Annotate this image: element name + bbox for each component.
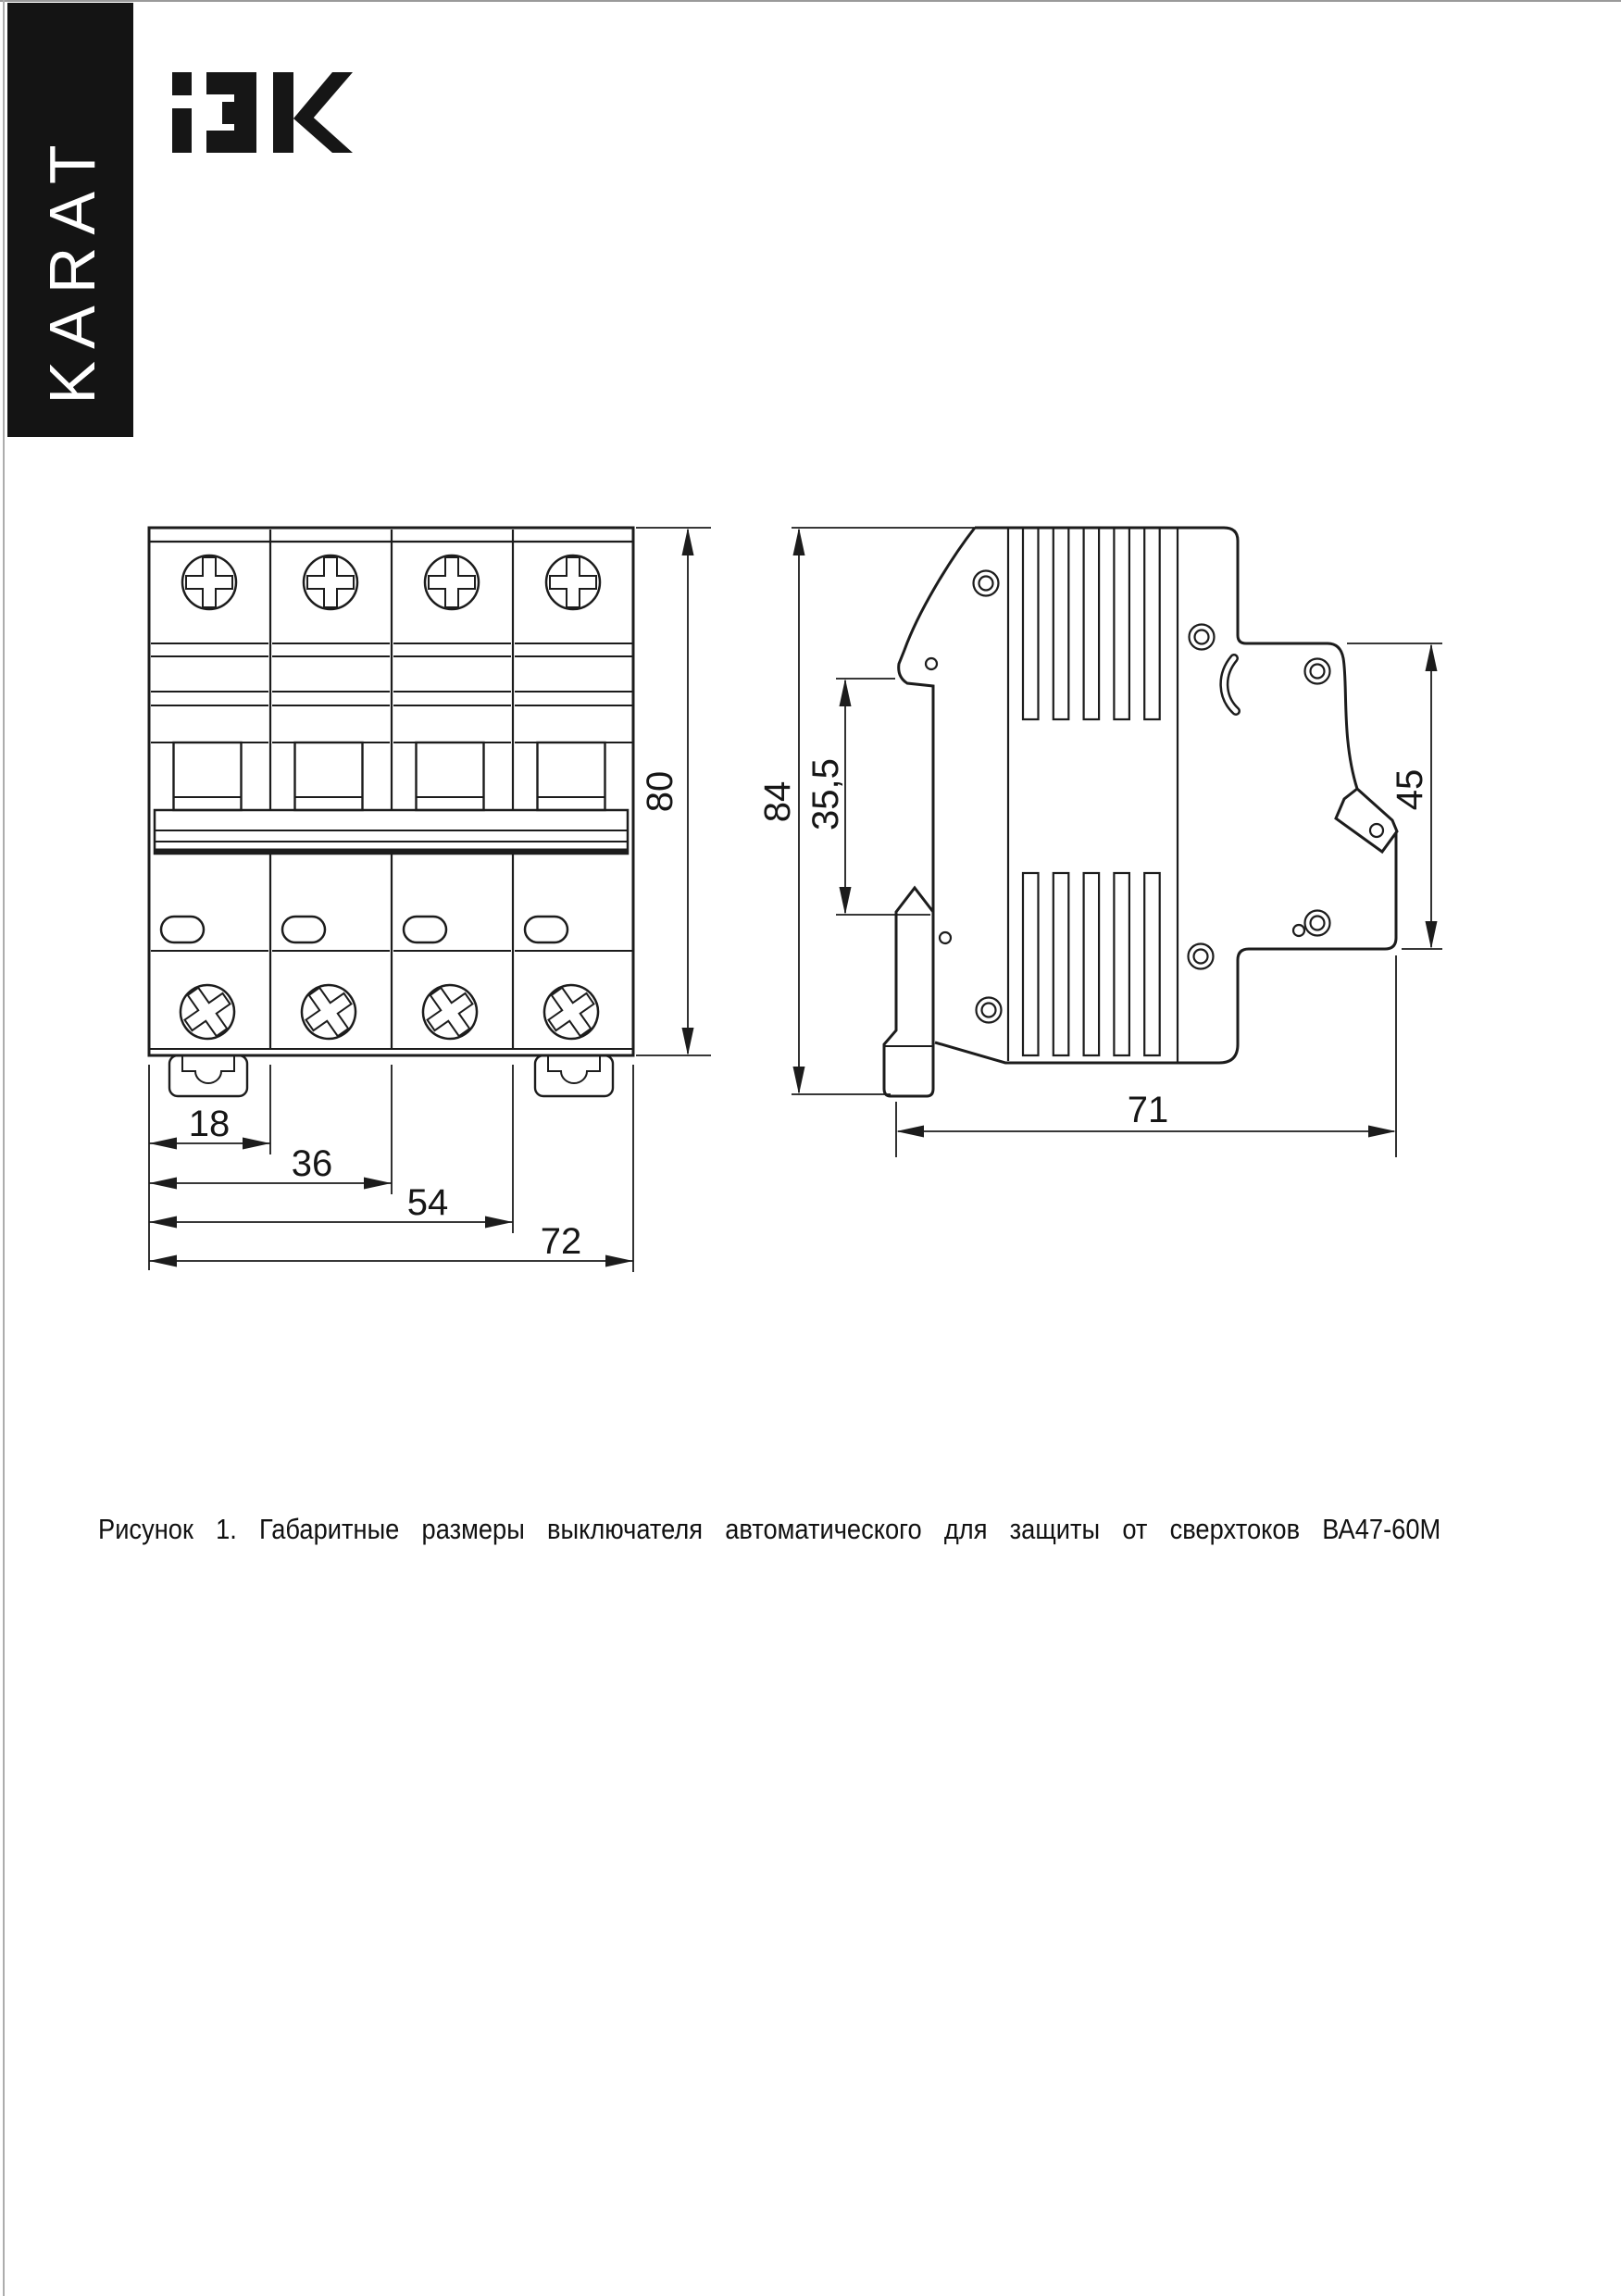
side-view: [884, 528, 1397, 1096]
dim-35-5: [805, 679, 852, 915]
din-clip-right: [535, 1055, 613, 1096]
iek-letter-i-dot: [172, 72, 192, 95]
front-view: [149, 528, 633, 1096]
dim-label-71: 71: [1127, 1090, 1169, 1130]
dim-80: [640, 528, 694, 1055]
dim-label-18: 18: [188, 1104, 231, 1144]
dim-label-84: 84: [757, 780, 798, 823]
dim-71: [896, 1090, 1396, 1138]
iek-letter-k: [273, 72, 353, 153]
vent-slots-top: [1023, 528, 1160, 719]
dim-label-72: 72: [540, 1221, 582, 1262]
dim-label-54: 54: [406, 1182, 449, 1223]
dim-72: [149, 1221, 633, 1267]
rivet-icon: [1190, 625, 1215, 650]
rivet-icon: [1305, 911, 1330, 936]
iek-letter-i-stem: [172, 108, 192, 153]
curved-slot: [1224, 658, 1236, 711]
dim-label-36: 36: [291, 1143, 333, 1184]
figure-caption: Рисунок 1. Габаритные размеры выключателя автоматического для защиты от сверхтоков ВА47-60М: [98, 1513, 1441, 1545]
karat-logo-text: KARAT: [36, 132, 108, 405]
rivet-icon: [974, 571, 999, 596]
dim-label-45: 45: [1390, 768, 1430, 811]
din-clip-left: [169, 1055, 247, 1096]
pivot-hole: [940, 932, 951, 943]
toggle-crossbar: [155, 810, 628, 854]
pivot-hole: [1293, 925, 1304, 936]
latch-hole: [1370, 824, 1383, 837]
dim-label-35-5: 35,5: [805, 758, 846, 830]
rivet-icon: [1189, 944, 1214, 969]
iek-letter-e: [206, 72, 256, 153]
rivet-icon: [977, 998, 1002, 1023]
dim-84: [757, 528, 805, 1094]
iek-logo: [172, 72, 353, 153]
dim-54: [149, 1182, 513, 1229]
vent-slots-bottom: [1023, 873, 1160, 1055]
dim-label-80: 80: [640, 770, 680, 813]
dim-18: [149, 1104, 270, 1150]
front-view-dimensions: [149, 528, 711, 1272]
pivot-hole: [926, 658, 937, 669]
rivet-icon: [1305, 659, 1330, 684]
